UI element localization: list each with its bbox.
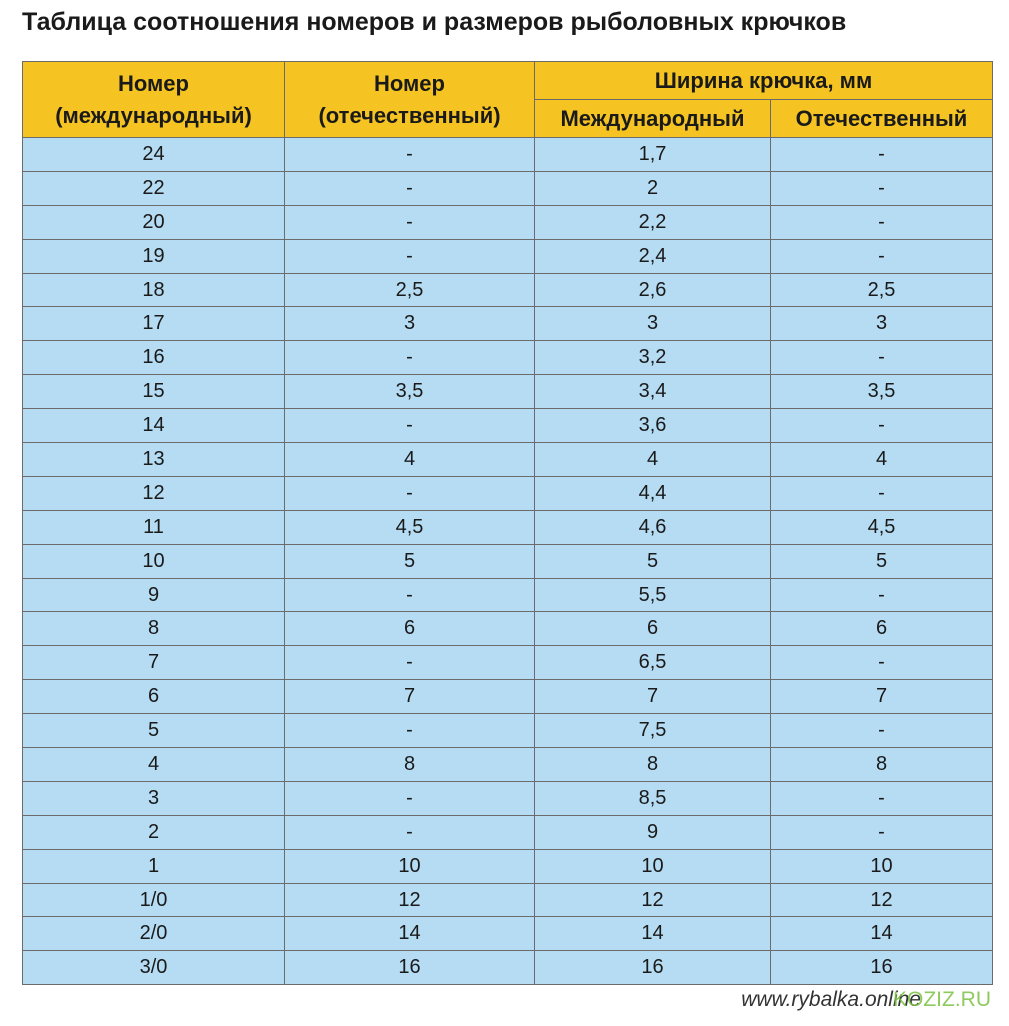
cell-width-domestic: - <box>771 476 993 510</box>
cell-international-number: 1 <box>23 849 285 883</box>
cell-domestic-number: - <box>285 714 535 748</box>
cell-domestic-number: - <box>285 781 535 815</box>
cell-domestic-number: 4,5 <box>285 510 535 544</box>
footer-source <box>741 988 991 1012</box>
cell-width-domestic: 8 <box>771 748 993 782</box>
cell-width-international: 4,6 <box>535 510 771 544</box>
cell-domestic-number: - <box>285 578 535 612</box>
table-row <box>23 544 993 578</box>
table-row <box>23 239 993 273</box>
cell-international-number: 6 <box>23 680 285 714</box>
cell-domestic-number: 3,5 <box>285 375 535 409</box>
cell-domestic-number: 2,5 <box>285 273 535 307</box>
cell-width-international: 8 <box>535 748 771 782</box>
cell-width-international: 4 <box>535 443 771 477</box>
cell-domestic-number: - <box>285 239 535 273</box>
cell-domestic-number: - <box>285 171 535 205</box>
cell-domestic-number: 14 <box>285 917 535 951</box>
cell-domestic-number: - <box>285 341 535 375</box>
cell-width-international: 6,5 <box>535 646 771 680</box>
table-row <box>23 341 993 375</box>
cell-domestic-number: 5 <box>285 544 535 578</box>
header-domestic-number-line1: Номер <box>374 70 445 96</box>
table-row <box>23 171 993 205</box>
cell-width-international: 1,7 <box>535 138 771 172</box>
cell-width-domestic: 12 <box>771 883 993 917</box>
cell-international-number: 22 <box>23 171 285 205</box>
cell-domestic-number: 3 <box>285 307 535 341</box>
cell-international-number: 18 <box>23 273 285 307</box>
cell-width-domestic: - <box>771 646 993 680</box>
table-row <box>23 781 993 815</box>
cell-domestic-number: - <box>285 205 535 239</box>
cell-domestic-number: - <box>285 476 535 510</box>
cell-domestic-number: - <box>285 815 535 849</box>
cell-width-domestic: - <box>771 714 993 748</box>
cell-international-number: 10 <box>23 544 285 578</box>
cell-domestic-number: 16 <box>285 951 535 985</box>
hook-size-table-container <box>22 61 992 985</box>
cell-international-number: 2/0 <box>23 917 285 951</box>
cell-domestic-number: - <box>285 409 535 443</box>
table-row <box>23 476 993 510</box>
table-row <box>23 578 993 612</box>
cell-width-international: 6 <box>535 612 771 646</box>
cell-width-international: 9 <box>535 815 771 849</box>
cell-width-international: 2,4 <box>535 239 771 273</box>
cell-international-number: 12 <box>23 476 285 510</box>
cell-width-domestic: - <box>771 239 993 273</box>
cell-width-international: 2 <box>535 171 771 205</box>
cell-international-number: 9 <box>23 578 285 612</box>
cell-international-number: 2 <box>23 815 285 849</box>
cell-domestic-number: 7 <box>285 680 535 714</box>
header-domestic-number-line2: (отечественный) <box>318 102 501 128</box>
header-international-number-line2: (международный) <box>55 102 252 128</box>
table-row <box>23 273 993 307</box>
table-row <box>23 443 993 477</box>
cell-width-domestic: 6 <box>771 612 993 646</box>
header-hook-width-group: Ширина крючка, мм <box>535 62 993 100</box>
table-row <box>23 815 993 849</box>
cell-width-domestic: 14 <box>771 917 993 951</box>
header-international-number <box>23 62 285 138</box>
cell-width-domestic: - <box>771 205 993 239</box>
cell-width-domestic: - <box>771 171 993 205</box>
cell-width-international: 4,4 <box>535 476 771 510</box>
cell-international-number: 19 <box>23 239 285 273</box>
cell-width-domestic: 10 <box>771 849 993 883</box>
cell-international-number: 17 <box>23 307 285 341</box>
cell-width-domestic: 2,5 <box>771 273 993 307</box>
cell-domestic-number: - <box>285 646 535 680</box>
table-row <box>23 138 993 172</box>
cell-international-number: 14 <box>23 409 285 443</box>
cell-width-international: 10 <box>535 849 771 883</box>
table-row <box>23 883 993 917</box>
cell-width-international: 3,4 <box>535 375 771 409</box>
cell-international-number: 15 <box>23 375 285 409</box>
cell-width-domestic: 3 <box>771 307 993 341</box>
header-domestic-number <box>285 62 535 138</box>
cell-width-international: 3 <box>535 307 771 341</box>
cell-width-domestic: 4,5 <box>771 510 993 544</box>
cell-domestic-number: 6 <box>285 612 535 646</box>
cell-width-international: 5 <box>535 544 771 578</box>
table-body <box>23 138 993 985</box>
cell-width-domestic: - <box>771 781 993 815</box>
cell-international-number: 5 <box>23 714 285 748</box>
cell-international-number: 4 <box>23 748 285 782</box>
table-row <box>23 849 993 883</box>
cell-international-number: 11 <box>23 510 285 544</box>
table-row <box>23 680 993 714</box>
source-url: www.rybalka.online <box>741 988 921 1011</box>
cell-international-number: 24 <box>23 138 285 172</box>
cell-width-domestic: 5 <box>771 544 993 578</box>
cell-width-domestic: - <box>771 341 993 375</box>
table-row <box>23 510 993 544</box>
table-row <box>23 714 993 748</box>
cell-width-international: 7,5 <box>535 714 771 748</box>
page-title: Таблица соотношения номеров и размеров рыболовных крючков <box>22 8 847 36</box>
table-row <box>23 205 993 239</box>
cell-width-domestic: 16 <box>771 951 993 985</box>
header-width-domestic: Отечественный <box>771 100 993 138</box>
table-row <box>23 917 993 951</box>
cell-width-domestic: - <box>771 578 993 612</box>
hook-size-table <box>22 61 993 985</box>
cell-domestic-number: 10 <box>285 849 535 883</box>
cell-domestic-number: 12 <box>285 883 535 917</box>
cell-width-domestic: 3,5 <box>771 375 993 409</box>
cell-international-number: 7 <box>23 646 285 680</box>
cell-international-number: 3/0 <box>23 951 285 985</box>
cell-width-international: 16 <box>535 951 771 985</box>
cell-width-international: 2,6 <box>535 273 771 307</box>
watermark: KOZIZ.RU <box>893 988 991 1011</box>
cell-width-international: 2,2 <box>535 205 771 239</box>
cell-international-number: 8 <box>23 612 285 646</box>
cell-width-domestic: - <box>771 138 993 172</box>
table-row <box>23 375 993 409</box>
cell-international-number: 20 <box>23 205 285 239</box>
cell-width-international: 12 <box>535 883 771 917</box>
cell-domestic-number: 4 <box>285 443 535 477</box>
cell-domestic-number: 8 <box>285 748 535 782</box>
table-row <box>23 748 993 782</box>
cell-width-international: 3,2 <box>535 341 771 375</box>
cell-domestic-number: - <box>285 138 535 172</box>
table-row <box>23 307 993 341</box>
cell-width-domestic: - <box>771 815 993 849</box>
table-row <box>23 612 993 646</box>
table-row <box>23 646 993 680</box>
cell-width-international: 7 <box>535 680 771 714</box>
cell-width-domestic: - <box>771 409 993 443</box>
table-row <box>23 409 993 443</box>
cell-international-number: 1/0 <box>23 883 285 917</box>
header-width-international: Международный <box>535 100 771 138</box>
cell-width-international: 14 <box>535 917 771 951</box>
table-row <box>23 951 993 985</box>
cell-width-domestic: 4 <box>771 443 993 477</box>
cell-international-number: 16 <box>23 341 285 375</box>
cell-width-international: 3,6 <box>535 409 771 443</box>
cell-width-international: 8,5 <box>535 781 771 815</box>
cell-international-number: 13 <box>23 443 285 477</box>
table-header <box>23 62 993 138</box>
header-international-number-line1: Номер <box>118 70 189 96</box>
cell-width-international: 5,5 <box>535 578 771 612</box>
cell-width-domestic: 7 <box>771 680 993 714</box>
cell-international-number: 3 <box>23 781 285 815</box>
